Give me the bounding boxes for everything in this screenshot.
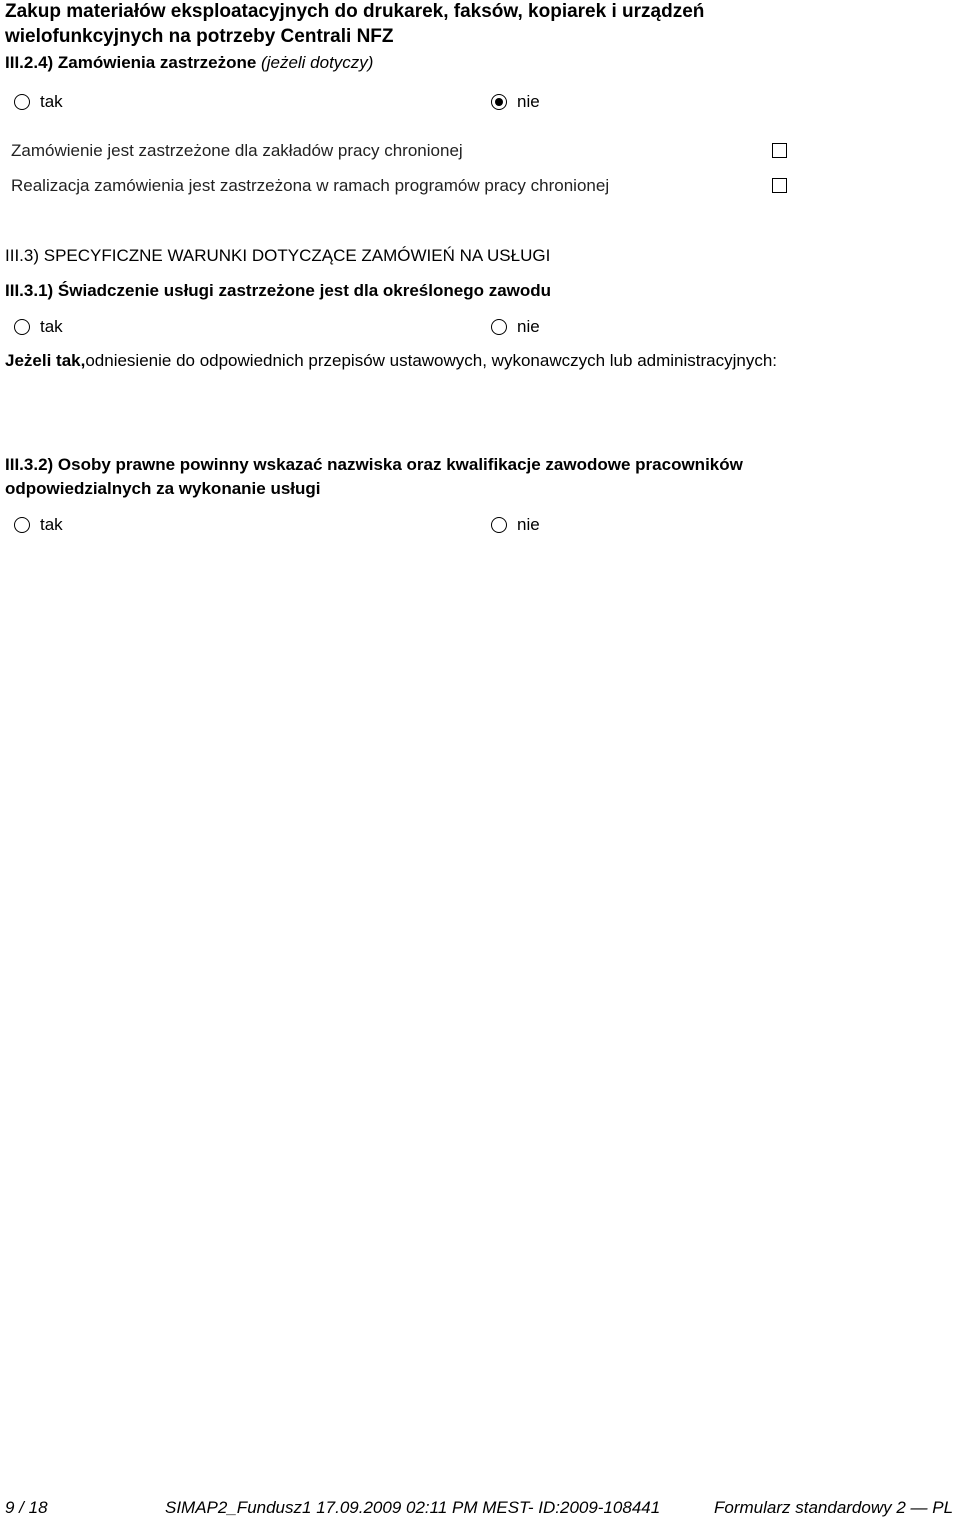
radio-icon[interactable] [14,319,30,335]
radio-option-nie[interactable] [491,91,540,112]
section-heading-iii-3-2-line1: III.3.2) Osoby prawne powinny wskazać nazwiska oraz kwalifikacje zawodowe pracowników [5,455,743,474]
document-title-line1: Zakup materiałów eksploatacyjnych do drukarek, faksów, kopiarek i urządzeń [5,1,705,22]
section-heading-iii-2-4 [5,52,373,73]
radio-label: nie [517,92,540,111]
if-yes-label: Jeżeli tak, [5,351,86,370]
radio-icon[interactable] [14,517,30,533]
footer-form-name: Formularz standardowy 2 — PL [714,1498,954,1517]
if-yes-reference [5,350,777,371]
footer-document-id: SIMAP2_Fundusz1 17.09.2009 02:11 PM MEST- ID:2009-108441 [165,1498,661,1517]
radio-label: tak [40,317,63,336]
radio-option-nie[interactable] [491,514,540,535]
radio-icon[interactable] [14,94,30,110]
section-heading-iii-3-2-line2: odpowiedzialnych za wykonanie usługi [5,479,321,498]
radio-option-tak[interactable] [14,316,63,337]
checkbox-programy[interactable] [772,178,787,193]
radio-selected-icon[interactable] [491,94,507,110]
radio-option-tak[interactable] [14,91,63,112]
section-heading-iii-3-1: III.3.1) Świadczenie usługi zastrzeżone jest dla określonego zawodu [5,281,552,300]
radio-label: tak [40,92,63,111]
section-heading-iii-3: III.3) SPECYFICZNE WARUNKI DOTYCZĄCE ZAMÓWIEŃ NA USŁUGI [5,246,551,265]
radio-icon[interactable] [491,517,507,533]
document-title-line2: wielofunkcyjnych na potrzeby Centrali NFZ [5,26,394,47]
radio-icon[interactable] [491,319,507,335]
radio-option-nie[interactable] [491,316,540,337]
footer-page-number: 9 / 18 [5,1498,48,1517]
radio-option-tak[interactable] [14,514,63,535]
radio-label: tak [40,515,63,534]
radio-label: nie [517,515,540,534]
check-label-zaklady: Zamówienie jest zastrzeżone dla zakładów pracy chronionej [11,141,463,160]
if-yes-text: odniesienie do odpowiednich przepisów ustawowych, wykonawczych lub administracyjnych: [85,351,778,370]
checkbox-zaklady[interactable] [772,143,787,158]
radio-label: nie [517,317,540,336]
section-heading-italic: (jeżeli dotyczy) [261,53,374,72]
section-heading-bold: III.2.4) Zamówienia zastrzeżone [5,53,257,72]
check-label-programy: Realizacja zamówienia jest zastrzeżona w ramach programów pracy chronionej [11,176,610,195]
